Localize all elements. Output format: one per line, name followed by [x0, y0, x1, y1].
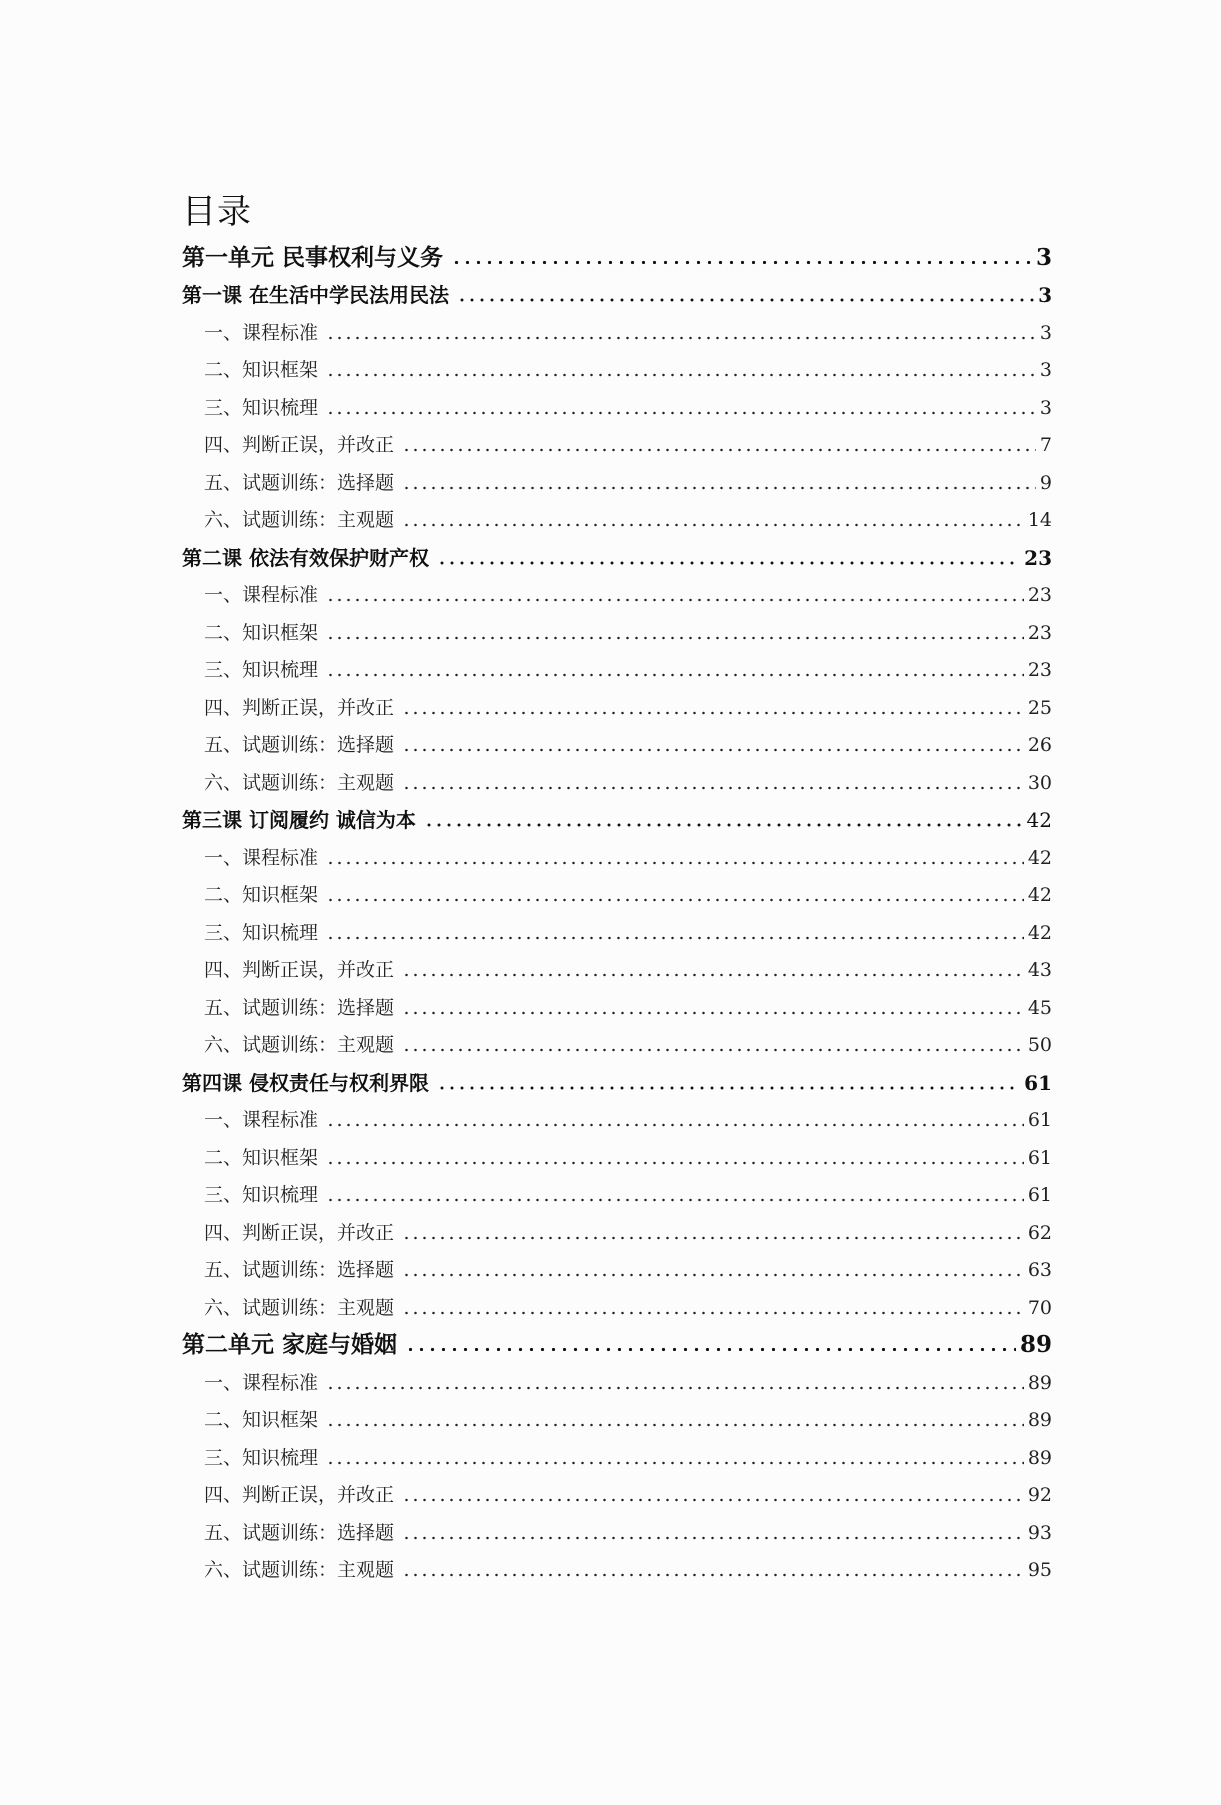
- dot-leader: [402, 1311, 1024, 1315]
- toc-entry-section[interactable]: [182, 1251, 1052, 1289]
- toc-entry-page-number: 30: [1027, 771, 1052, 794]
- toc-entry-label: 第二课 依法有效保护财产权: [182, 545, 429, 570]
- toc-entry-page-number: 42: [1026, 808, 1052, 832]
- dot-leader: [326, 936, 1024, 940]
- toc-entry-label: 二、知识框架: [204, 359, 319, 381]
- toc-entry-unit[interactable]: [182, 238, 1052, 276]
- toc-entry-section[interactable]: [182, 1438, 1052, 1476]
- toc-entry-page-number: 3: [1039, 359, 1052, 381]
- dot-leader: [402, 1048, 1024, 1052]
- toc-entry-label: 第三课 订阅履约 诚信为本: [182, 808, 416, 832]
- toc-entry-label: 二、知识框架: [204, 1409, 319, 1431]
- toc-entry-section[interactable]: [182, 501, 1052, 539]
- toc-entry-label: 六、试题训练：主观题: [204, 1559, 395, 1581]
- toc-entry-section[interactable]: [182, 876, 1052, 914]
- toc-entry-page-number: 23: [1027, 621, 1052, 644]
- toc-entry-label: 一、课程标准: [204, 846, 319, 869]
- toc-entry-label: 第一单元 民事权利与义务: [182, 243, 444, 271]
- dot-leader: [326, 1423, 1024, 1427]
- toc-entry-page-number: 89: [1027, 1371, 1052, 1394]
- toc-list: [182, 238, 1052, 1588]
- toc-entry-page-number: 3: [1039, 396, 1052, 419]
- dot-leader: [402, 1011, 1024, 1015]
- dot-leader: [451, 260, 1032, 265]
- dot-leader: [326, 898, 1024, 902]
- toc-entry-section[interactable]: [182, 1101, 1052, 1139]
- toc-entry-label: 二、知识框架: [204, 1146, 319, 1169]
- toc-entry-lesson[interactable]: [182, 1063, 1052, 1101]
- toc-entry-page-number: 61: [1027, 1184, 1052, 1206]
- toc-entry-page-number: 14: [1027, 509, 1052, 531]
- toc-entry-section[interactable]: [182, 1138, 1052, 1176]
- toc-entry-page-number: 61: [1027, 1109, 1052, 1131]
- toc-entry-label: 三、知识梳理: [204, 396, 319, 419]
- dot-leader: [326, 861, 1024, 865]
- dot-leader: [326, 1386, 1024, 1390]
- dot-leader: [326, 673, 1024, 677]
- dot-leader: [402, 1573, 1024, 1577]
- toc-entry-label: 六、试题训练：主观题: [204, 771, 395, 794]
- toc-entry-page-number: 95: [1027, 1559, 1052, 1581]
- dot-leader: [437, 561, 1020, 565]
- toc-entry-section[interactable]: [182, 1213, 1052, 1251]
- toc-entry-section[interactable]: [182, 1513, 1052, 1551]
- dot-leader: [402, 786, 1024, 790]
- toc-entry-section[interactable]: [182, 426, 1052, 464]
- toc-entry-section[interactable]: [182, 763, 1052, 801]
- toc-entry-section[interactable]: [182, 1551, 1052, 1589]
- dot-leader: [326, 1123, 1024, 1127]
- toc-entry-section[interactable]: [182, 1401, 1052, 1439]
- toc-entry-label: 三、知识梳理: [204, 659, 319, 681]
- toc-entry-page-number: 89: [1027, 1446, 1052, 1469]
- dot-leader: [326, 373, 1036, 377]
- toc-entry-page-number: 42: [1027, 921, 1052, 944]
- toc-entry-page-number: 42: [1027, 884, 1052, 906]
- toc-entry-page-number: 89: [1027, 1409, 1052, 1431]
- dot-leader: [402, 1273, 1024, 1277]
- toc-entry-page-number: 43: [1027, 959, 1052, 981]
- table-of-contents: [182, 190, 1052, 1588]
- dot-leader: [402, 448, 1036, 452]
- toc-entry-section[interactable]: [182, 613, 1052, 651]
- toc-entry-label: 六、试题训练：主观题: [204, 1034, 395, 1056]
- toc-entry-label: 一、课程标准: [204, 1371, 319, 1394]
- toc-entry-page-number: 61: [1027, 1146, 1052, 1169]
- toc-entry-label: 六、试题训练：主观题: [204, 509, 395, 531]
- toc-entry-lesson[interactable]: [182, 801, 1052, 839]
- toc-entry-page-number: 50: [1027, 1034, 1052, 1056]
- toc-entry-section[interactable]: [182, 726, 1052, 764]
- toc-entry-page-number: 42: [1027, 846, 1052, 869]
- toc-entry-section[interactable]: [182, 1288, 1052, 1326]
- toc-entry-label: 第四课 侵权责任与权利界限: [182, 1070, 429, 1095]
- toc-entry-section[interactable]: [182, 463, 1052, 501]
- toc-entry-lesson[interactable]: [182, 276, 1052, 314]
- toc-entry-unit[interactable]: [182, 1326, 1052, 1364]
- toc-entry-label: 第一课 在生活中学民法用民法: [182, 283, 449, 307]
- dot-leader: [424, 823, 1023, 827]
- toc-entry-page-number: 23: [1027, 659, 1052, 681]
- toc-entry-page-number: 63: [1027, 1259, 1052, 1281]
- toc-entry-page-number: 25: [1027, 696, 1052, 719]
- dot-leader: [326, 1161, 1024, 1165]
- toc-entry-section[interactable]: [182, 1026, 1052, 1064]
- dot-leader: [402, 523, 1024, 527]
- dot-leader: [437, 1086, 1020, 1090]
- toc-entry-label: 五、试题训练：选择题: [204, 734, 395, 756]
- toc-entry-label: 六、试题训练：主观题: [204, 1296, 395, 1319]
- toc-entry-section[interactable]: [182, 351, 1052, 389]
- toc-entry-section[interactable]: [182, 576, 1052, 614]
- dot-leader: [402, 1536, 1024, 1540]
- dot-leader: [402, 486, 1036, 490]
- dot-leader: [402, 1236, 1024, 1240]
- toc-entry-page-number: 92: [1027, 1484, 1052, 1506]
- toc-entry-section[interactable]: [182, 951, 1052, 989]
- toc-entry-page-number: 23: [1027, 584, 1052, 606]
- toc-title: 目录: [182, 192, 252, 232]
- toc-entry-section[interactable]: [182, 1363, 1052, 1401]
- dot-leader: [326, 1198, 1024, 1202]
- dot-leader: [457, 298, 1034, 302]
- toc-entry-label: 五、试题训练：选择题: [204, 996, 395, 1019]
- toc-entry-section[interactable]: [182, 1176, 1052, 1214]
- toc-entry-section[interactable]: [182, 1476, 1052, 1514]
- dot-leader: [402, 973, 1024, 977]
- toc-entry-label: 五、试题训练：选择题: [204, 1521, 395, 1544]
- toc-entry-page-number: 3: [1035, 243, 1052, 271]
- toc-entry-page-number: 89: [1019, 1331, 1052, 1358]
- toc-entry-label: 四、判断正误，并改正: [204, 1221, 395, 1244]
- toc-entry-page-number: 9: [1039, 471, 1052, 494]
- toc-entry-label: 二、知识框架: [204, 621, 319, 644]
- dot-leader: [326, 1461, 1024, 1465]
- dot-leader: [402, 1498, 1024, 1502]
- toc-entry-page-number: 93: [1027, 1521, 1052, 1544]
- dot-leader: [326, 411, 1036, 415]
- toc-entry-label: 四、判断正误，并改正: [204, 434, 395, 456]
- toc-entry-label: 三、知识梳理: [204, 1184, 319, 1206]
- toc-entry-section[interactable]: [182, 651, 1052, 689]
- toc-entry-label: 四、判断正误，并改正: [204, 959, 395, 981]
- toc-entry-page-number: 70: [1027, 1296, 1052, 1319]
- toc-entry-page-number: 62: [1027, 1221, 1052, 1244]
- toc-entry-page-number: 45: [1027, 996, 1052, 1019]
- toc-entry-section[interactable]: [182, 313, 1052, 351]
- dot-leader: [402, 748, 1024, 752]
- toc-entry-label: 第二单元 家庭与婚姻: [182, 1331, 398, 1358]
- toc-entry-page-number: 3: [1039, 321, 1052, 344]
- toc-entry-label: 一、课程标准: [204, 1109, 319, 1131]
- toc-entry-label: 五、试题训练：选择题: [204, 1259, 395, 1281]
- dot-leader: [326, 336, 1036, 340]
- toc-entry-label: 二、知识框架: [204, 884, 319, 906]
- dot-leader: [326, 636, 1024, 640]
- toc-entry-section[interactable]: [182, 913, 1052, 951]
- toc-entry-section[interactable]: [182, 988, 1052, 1026]
- toc-entry-page-number: 3: [1038, 283, 1052, 307]
- toc-entry-page-number: 23: [1024, 545, 1052, 570]
- dot-leader: [326, 598, 1024, 602]
- toc-entry-label: 五、试题训练：选择题: [204, 471, 395, 494]
- dot-leader: [405, 1347, 1016, 1352]
- toc-entry-label: 三、知识梳理: [204, 1446, 319, 1469]
- toc-entry-section[interactable]: [182, 388, 1052, 426]
- dot-leader: [402, 711, 1024, 715]
- toc-entry-label: 三、知识梳理: [204, 921, 319, 944]
- toc-entry-section[interactable]: [182, 688, 1052, 726]
- toc-entry-label: 四、判断正误，并改正: [204, 696, 395, 719]
- toc-entry-page-number: 61: [1024, 1070, 1052, 1095]
- toc-entry-page-number: 26: [1027, 734, 1052, 756]
- toc-entry-section[interactable]: [182, 838, 1052, 876]
- toc-entry-label: 一、课程标准: [204, 584, 319, 606]
- toc-entry-lesson[interactable]: [182, 538, 1052, 576]
- toc-entry-page-number: 7: [1039, 434, 1052, 456]
- toc-entry-label: 四、判断正误，并改正: [204, 1484, 395, 1506]
- toc-entry-label: 一、课程标准: [204, 321, 319, 344]
